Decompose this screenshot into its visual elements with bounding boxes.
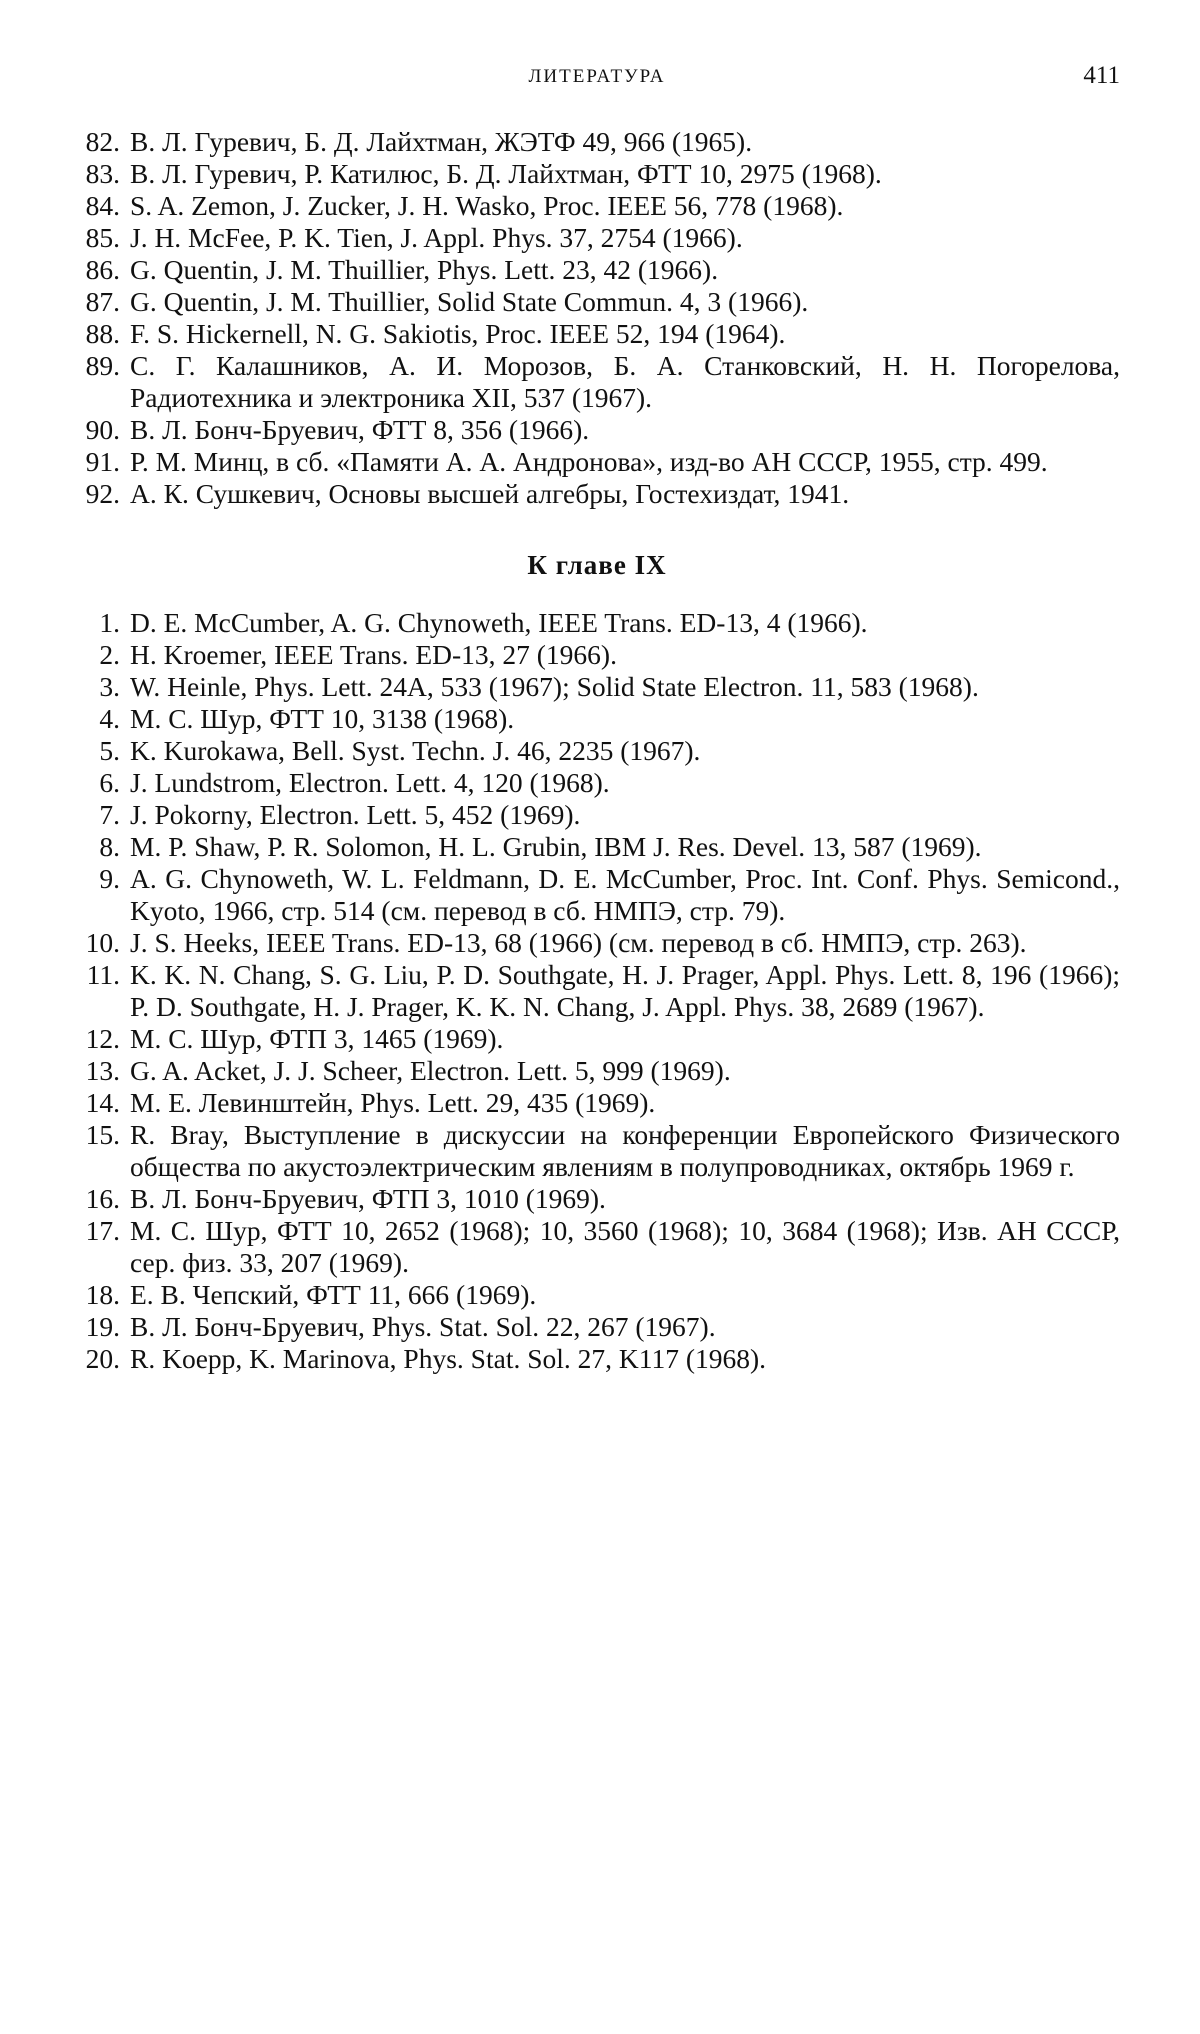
reference-number: 90. [85,414,120,445]
reference-text: G. Quentin, J. M. Thuillier, Phys. Lett. 23, 42 (1966). [130,254,719,285]
reference-item [74,959,1120,1023]
reference-text: М. С. Шур, ФТТ 10, 3138 (1968). [130,703,515,734]
reference-number: 6. [99,767,120,798]
reference-text: J. S. Heeks, IEEE Trans. ED-13, 68 (1966) (см. перевод в сб. НМПЭ, стр. 263). [130,927,1027,958]
reference-item [74,222,1120,254]
reference-number: 19. [85,1311,120,1342]
reference-text: R. Koepp, K. Marinova, Phys. Stat. Sol. 27, K117 (1968). [130,1343,767,1374]
reference-text: В. Л. Гуревич, Б. Д. Лайхтман, ЖЭТФ 49, 966 (1965). [130,126,753,157]
reference-item [74,446,1120,478]
reference-item [74,318,1120,350]
reference-number: 10. [85,927,120,958]
reference-number: 5. [99,735,120,766]
reference-text: J. H. McFee, P. K. Tien, J. Appl. Phys. 37, 2754 (1966). [130,222,743,253]
reference-number: 84. [85,190,120,221]
reference-item [74,1055,1120,1087]
reference-number: 85. [85,222,120,253]
reference-number: 17. [85,1215,120,1246]
reference-text: K. Kurokawa, Bell. Syst. Techn. J. 46, 2235 (1967). [130,735,701,766]
reference-item [74,927,1120,959]
reference-number: 3. [99,671,120,702]
reference-item [74,639,1120,671]
reference-text: J. Lundstrom, Electron. Lett. 4, 120 (1968). [130,767,610,798]
reference-number: 92. [85,478,120,509]
reference-text: В. Л. Бонч-Бруевич, ФТТ 8, 356 (1966). [130,414,590,445]
reference-item [74,350,1120,414]
reference-item [74,767,1120,799]
reference-text: F. S. Hickernell, N. G. Sakiotis, Proc. IEEE 52, 194 (1964). [130,318,786,349]
reference-number: 14. [85,1087,120,1118]
reference-number: 4. [99,703,120,734]
reference-number: 20. [85,1343,120,1374]
running-head [74,58,1120,98]
reference-number: 8. [99,831,120,862]
reference-list-chapter-ix [74,607,1120,1375]
reference-number: 15. [85,1119,120,1150]
reference-item [74,863,1120,927]
reference-text: Р. М. Минц, в сб. «Памяти А. А. Андронова», изд-во АН СССР, 1955, стр. 499. [130,446,1048,477]
reference-item [74,1343,1120,1375]
reference-item [74,703,1120,735]
reference-number: 16. [85,1183,120,1214]
reference-text: М. Е. Левинштейн, Phys. Lett. 29, 435 (1969). [130,1087,656,1118]
reference-item [74,414,1120,446]
reference-item [74,799,1120,831]
reference-text: В. Л. Гуревич, Р. Катилюс, Б. Д. Лайхтман, ФТТ 10, 2975 (1968). [130,158,882,189]
reference-item [74,1023,1120,1055]
reference-text: М. С. Шур, ФТП 3, 1465 (1969). [130,1023,504,1054]
reference-text: K. K. N. Chang, S. G. Liu, P. D. Southgate, H. J. Prager, Appl. Phys. Lett. 8, 196 (1966); P. D. Southgate, H. J. Prager, K. K. N. Chang, J. Appl. Phys. 38, 2689 (1967). [130,959,1120,1022]
reference-number: 83. [85,158,120,189]
reference-text: G. Quentin, J. M. Thuillier, Solid State Commun. 4, 3 (1966). [130,286,809,317]
reference-list-chapter-viii [74,126,1120,510]
reference-item [74,1183,1120,1215]
reference-item [74,1119,1120,1183]
reference-item [74,831,1120,863]
reference-item [74,478,1120,510]
reference-number: 2. [99,639,120,670]
reference-item [74,607,1120,639]
reference-number: 13. [85,1055,120,1086]
reference-number: 91. [85,446,120,477]
reference-item [74,735,1120,767]
reference-item [74,1279,1120,1311]
reference-number: 82. [85,126,120,157]
reference-item [74,1215,1120,1279]
reference-text: М. С. Шур, ФТТ 10, 2652 (1968); 10, 3560 (1968); 10, 3684 (1968); Изв. АН СССР, сер. физ. 33, 207 (1969). [130,1215,1120,1278]
reference-item [74,126,1120,158]
reference-text: В. Л. Бонч-Бруевич, ФТП 3, 1010 (1969). [130,1183,606,1214]
page-number: 411 [1083,62,1120,89]
reference-text: A. G. Chynoweth, W. L. Feldmann, D. E. McCumber, Proc. Int. Conf. Phys. Semicond., Kyoto, 1966, стр. 514 (см. перевод в сб. НМПЭ, стр. 79). [130,863,1120,926]
reference-item [74,190,1120,222]
reference-text: G. A. Acket, J. J. Scheer, Electron. Lett. 5, 999 (1969). [130,1055,731,1086]
reference-text: С. Г. Калашников, А. И. Морозов, Б. А. Станковский, Н. Н. Погорелова, Радиотехника и электроника XII, 537 (1967). [130,350,1120,413]
section-heading: К главе IX [527,550,667,580]
reference-text: А. К. Сушкевич, Основы высшей алгебры, Гостехиздат, 1941. [130,478,850,509]
reference-text: H. Kroemer, IEEE Trans. ED-13, 27 (1966). [130,639,617,670]
reference-number: 1. [99,607,120,638]
reference-item [74,286,1120,318]
reference-number: 87. [85,286,120,317]
reference-number: 12. [85,1023,120,1054]
reference-number: 88. [85,318,120,349]
reference-text: R. Bray, Выступление в дискуссии на конференции Европейского Физического общества по акустоэлектрическим явлениям в полупроводниках, октябрь 1969 г. [130,1119,1120,1182]
reference-item [74,1311,1120,1343]
running-title: ЛИТЕРАТУРА [528,66,666,87]
reference-text: M. P. Shaw, P. R. Solomon, H. L. Grubin, IBM J. Res. Devel. 13, 587 (1969). [130,831,982,862]
reference-text: S. A. Zemon, J. Zucker, J. H. Wasko, Proc. IEEE 56, 778 (1968). [130,190,844,221]
reference-text: В. Л. Бонч-Бруевич, Phys. Stat. Sol. 22, 267 (1967). [130,1311,716,1342]
reference-number: 86. [85,254,120,285]
reference-number: 7. [99,799,120,830]
reference-item [74,1087,1120,1119]
reference-item [74,158,1120,190]
reference-number: 9. [99,863,120,894]
reference-text: J. Pokorny, Electron. Lett. 5, 452 (1969). [130,799,581,830]
reference-item [74,254,1120,286]
reference-item [74,671,1120,703]
reference-text: W. Heinle, Phys. Lett. 24A, 533 (1967); Solid State Electron. 11, 583 (1968). [130,671,979,702]
page [74,58,1120,1375]
reference-number: 89. [85,350,120,381]
reference-number: 11. [86,959,120,990]
reference-text: Е. В. Чепский, ФТТ 11, 666 (1969). [130,1279,537,1310]
reference-number: 18. [85,1279,120,1310]
reference-text: D. E. McCumber, A. G. Chynoweth, IEEE Trans. ED-13, 4 (1966). [130,607,868,638]
